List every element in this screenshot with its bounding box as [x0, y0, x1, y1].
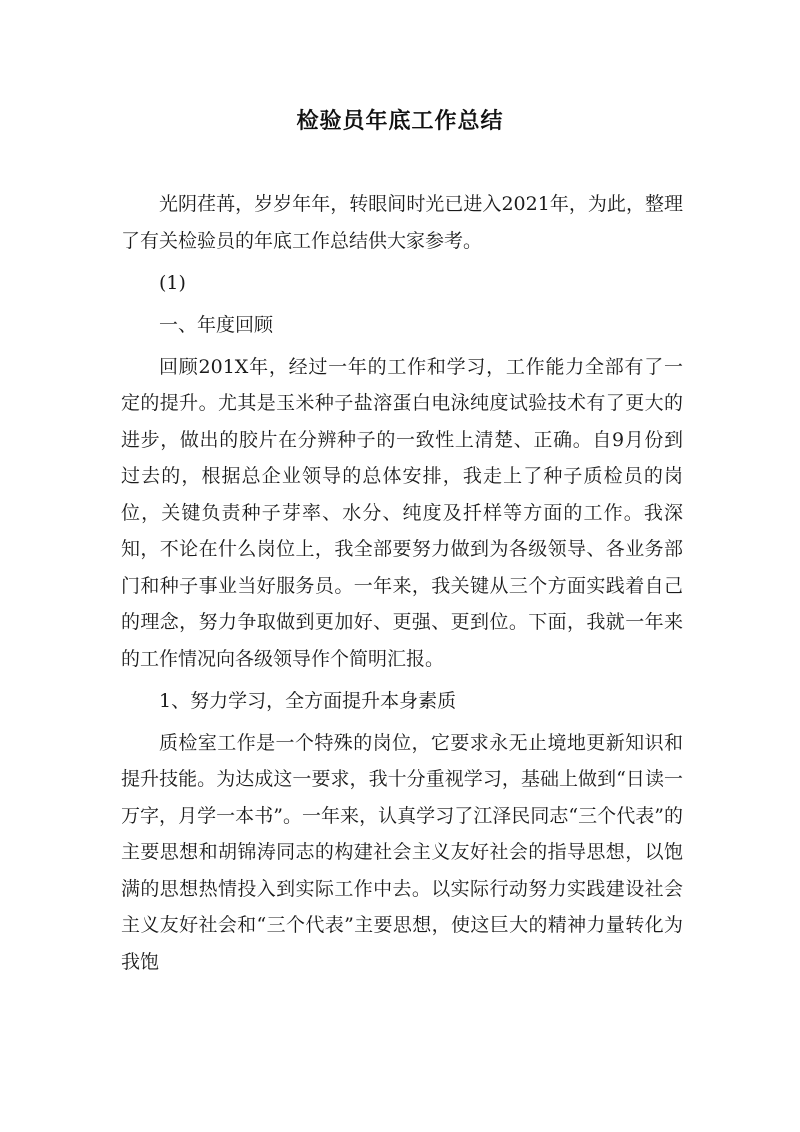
- section-number: (1): [159, 271, 186, 294]
- study-paragraph: 质检室工作是一个特殊的岗位，它要求永无止境地更新知识和提升技能。为达成这一要求，我十分重视学习，基础上做到“日读一万字，月学一本书”。一年来，认真学习了江泽民同志“三个代表”的主要思想和胡锦涛同志的构建社会主义友好社会的指导思想，以饱满的思想热情投入到实际工作中去。以实际行动努力实践建设社会主义友好社会和“三个代表”主要思想，使这巨大的精神力量转化为我饱: [121, 731, 683, 973]
- intro-paragraph: 光阴荏苒，岁岁年年，转眼间时光已进入2021年，为此，整理了有关检验员的年底工作总结供大家参考。: [121, 193, 683, 252]
- document-body: [121, 186, 683, 986]
- annual-review-paragraph: 回顾201X年，经过一年的工作和学习，工作能力全部有了一定的提升。尤其是玉米种子盐溶蛋白电泳纯度试验技术有了更大的进步，做出的胶片在分辨种子的一致性上清楚、正确。自9月份到过去的，根据总企业领导的总体安排，我走上了种子质检员的岗位，关键负责种子芽率、水分、纯度及扦样等方面的工作。我深知，不论在什么岗位上，我全部要努力做到为各级领导、各业务部门和种子事业当好服务员。一年来，我关键从三个方面实践着自己的理念，努力争取做到更加好、更强、更到位。下面，我就一年来的工作情况向各级领导作个简明汇报。: [121, 355, 683, 670]
- section-heading-annual-review: 一、年度回顾: [159, 313, 274, 336]
- subsection-heading-study: 1、努力学习，全方面提升本身素质: [159, 689, 457, 712]
- document-title: 检验员年底工作总结: [296, 108, 504, 134]
